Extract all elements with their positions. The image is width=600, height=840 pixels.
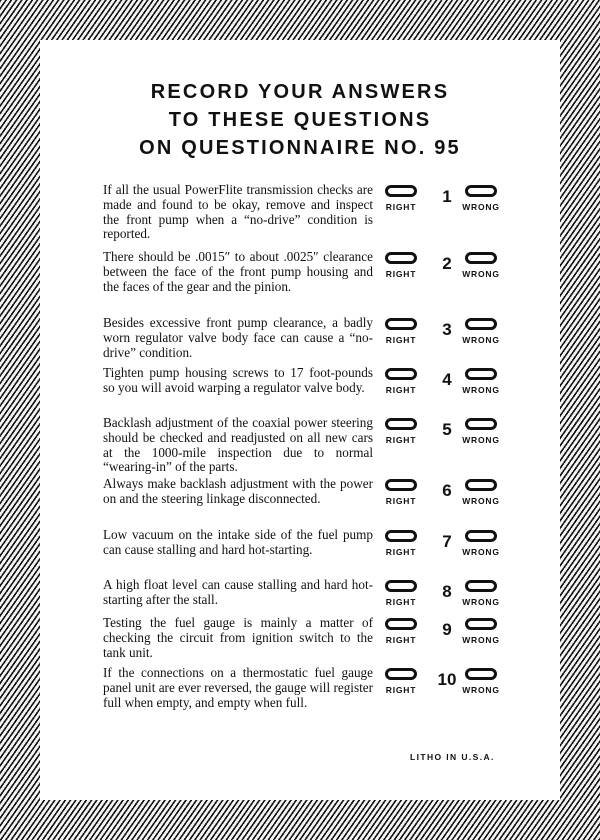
question-number-7: 7 [442,532,452,551]
question-number-10: 10 [437,670,457,689]
right-answer-oval-4[interactable] [385,368,417,380]
question-number-6: 6 [442,481,452,500]
right-label-4: RIGHT [385,385,417,395]
right-answer-oval-3[interactable] [385,318,417,330]
right-label-5: RIGHT [385,435,417,445]
question-text-5: Backlash adjustment of the coaxial power steering should be checked and readjusted on all new cars at the 1000-mile inspection due to normal “wearing-in” of the parts. [103,415,373,475]
title-line-2: TO THESE QUESTIONS [168,109,432,131]
question-text-4: Tighten pump housing screws to 17 foot-pounds so you will avoid warping a regulator valve body. [103,365,373,395]
right-label-6: RIGHT [385,496,417,506]
wrong-answer-oval-10[interactable] [465,668,497,680]
question-number-1: 1 [442,187,452,206]
wrong-label-8: WRONG [462,597,500,607]
question-text-7: Low vacuum on the intake side of the fuel pump can cause stalling and hard hot-starting. [103,527,373,557]
wrong-answer-oval-9[interactable] [465,618,497,630]
wrong-answer-oval-6[interactable] [465,479,497,491]
question-text-3: Besides excessive front pump clearance, a badly worn regulator valve body face can cause a “no-drive” condition. [103,315,373,360]
wrong-label-7: WRONG [462,547,500,557]
wrong-label-2: WRONG [462,269,500,279]
wrong-label-6: WRONG [462,496,500,506]
right-answer-oval-7[interactable] [385,530,417,542]
question-text-10: If the connections on a thermostatic fuel gauge panel unit are ever reversed, the gauge will register full when empty, and empty when full. [103,665,373,710]
question-text-2: There should be .0015″ to about .0025″ clearance between the face of the front pump housing and the faces of the gear and the pinion. [103,249,373,294]
wrong-label-4: WRONG [462,385,500,395]
question-text-8: A high float level can cause stalling and hard hot-starting after the stall. [103,577,373,607]
right-label-7: RIGHT [385,547,417,557]
wrong-label-3: WRONG [462,335,500,345]
right-label-2: RIGHT [385,269,417,279]
question-text-9: Testing the fuel gauge is mainly a matter of checking the circuit from ignition switch to the tank unit. [103,615,373,660]
question-text-6: Always make backlash adjustment with the power on and the steering linkage disconnected. [103,476,373,506]
wrong-answer-oval-3[interactable] [465,318,497,330]
question-number-2: 2 [442,254,452,273]
right-answer-oval-5[interactable] [385,418,417,430]
wrong-answer-oval-4[interactable] [465,368,497,380]
right-label-8: RIGHT [385,597,417,607]
wrong-answer-oval-8[interactable] [465,580,497,592]
wrong-label-9: WRONG [462,635,500,645]
right-label-9: RIGHT [385,635,417,645]
wrong-answer-oval-1[interactable] [465,185,497,197]
right-answer-oval-8[interactable] [385,580,417,592]
question-number-5: 5 [442,420,452,439]
title-line-3: ON QUESTIONNAIRE NO. 95 [139,137,461,159]
right-label-1: RIGHT [385,202,417,212]
right-answer-oval-9[interactable] [385,618,417,630]
right-label-10: RIGHT [385,685,417,695]
question-text-1: If all the usual PowerFlite transmission checks are made and found to be okay, remove and inspect the front pump when a “no-drive” condition is reported. [103,182,373,242]
wrong-label-1: WRONG [462,202,500,212]
right-answer-oval-6[interactable] [385,479,417,491]
wrong-label-10: WRONG [462,685,500,695]
right-answer-oval-10[interactable] [385,668,417,680]
right-label-3: RIGHT [385,335,417,345]
wrong-answer-oval-7[interactable] [465,530,497,542]
wrong-answer-oval-5[interactable] [465,418,497,430]
wrong-answer-oval-2[interactable] [465,252,497,264]
printer-note: LITHO IN U.S.A. [410,752,495,762]
right-answer-oval-2[interactable] [385,252,417,264]
wrong-label-5: WRONG [462,435,500,445]
question-number-9: 9 [442,620,452,639]
right-answer-oval-1[interactable] [385,185,417,197]
question-number-4: 4 [442,370,452,389]
question-number-3: 3 [442,320,452,339]
page-title [0,78,600,162]
title-line-1: RECORD YOUR ANSWERS [150,81,450,103]
question-number-8: 8 [442,582,452,601]
